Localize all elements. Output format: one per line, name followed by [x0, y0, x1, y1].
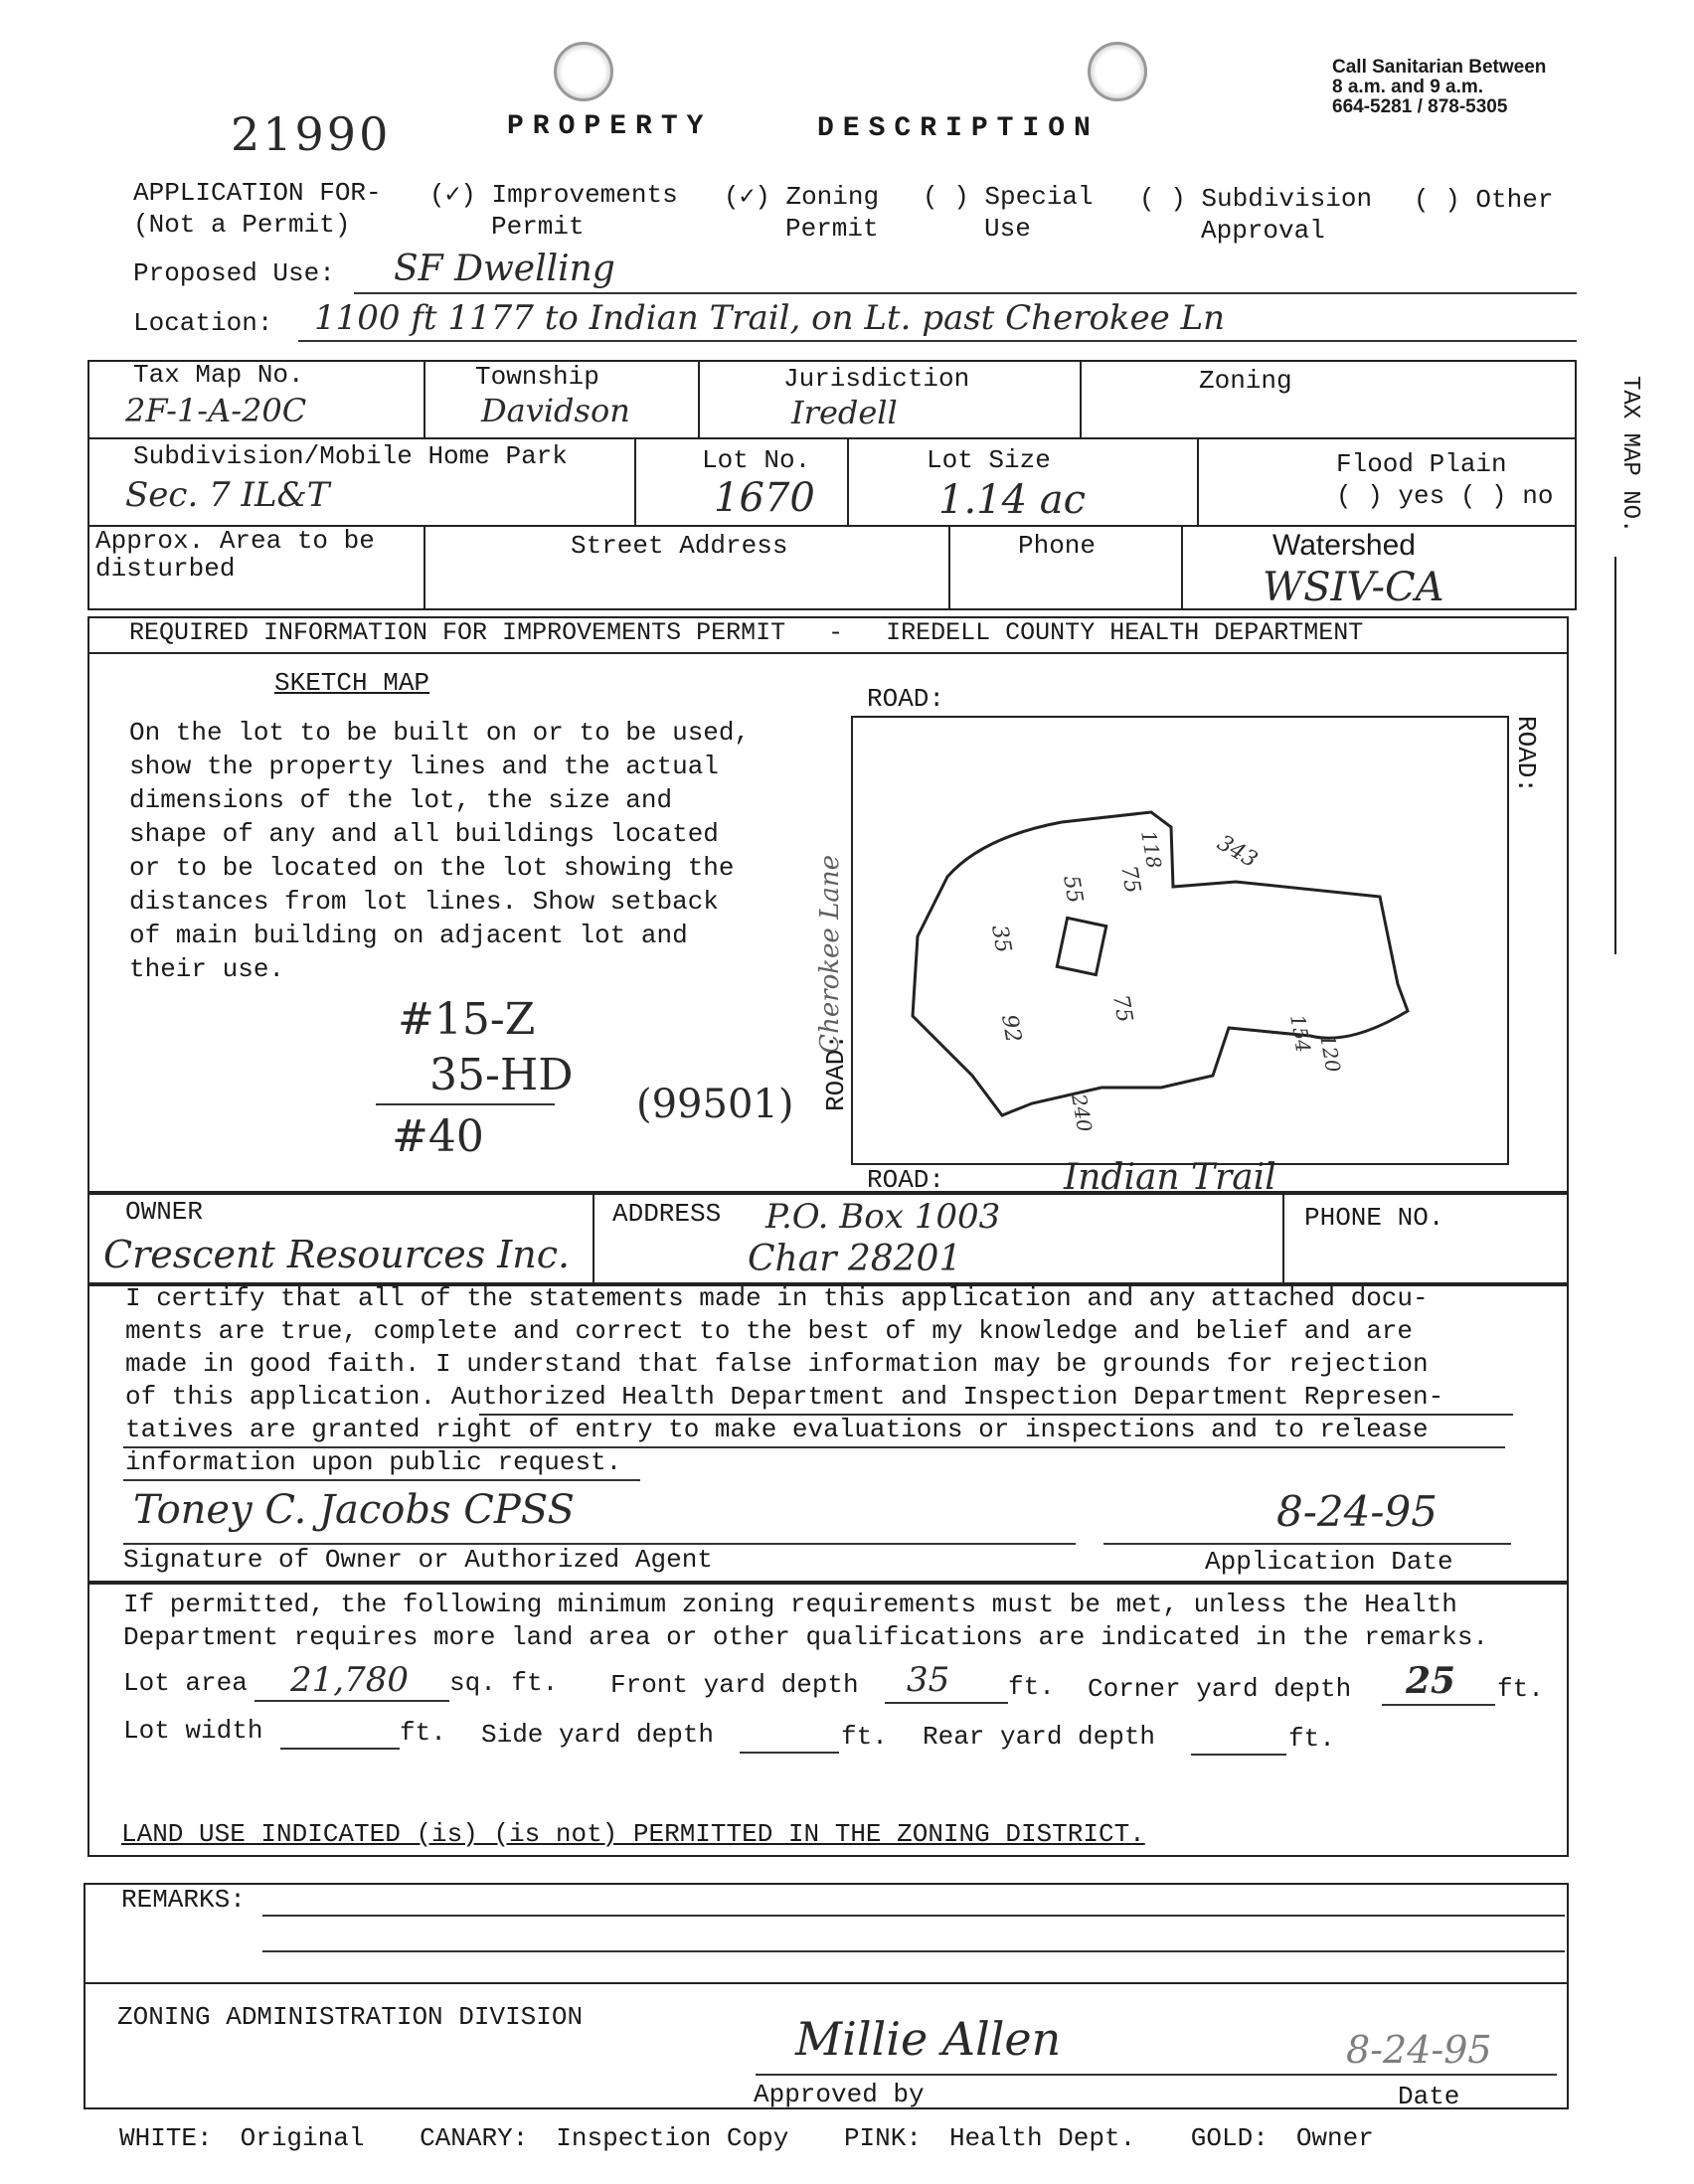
- cert-underline-2: [123, 1446, 1505, 1448]
- document-number: 21990: [231, 107, 392, 161]
- checkbox-mark: ( ): [923, 182, 969, 212]
- front-yard-ft: ft.: [1008, 1672, 1055, 1702]
- side-yard-label: Side yard depth: [481, 1720, 715, 1750]
- approval-date-label: Date: [1398, 2082, 1460, 2111]
- location-value[interactable]: 1100 ft 1177 to Indian Trail, on Lt. past Cherokee Ln: [314, 298, 1226, 338]
- option-label-2: Approval: [1201, 216, 1325, 246]
- side-yard-ft: ft.: [841, 1722, 888, 1752]
- road-bottom-label: ROAD:: [867, 1165, 945, 1195]
- punch-hole-right: [1088, 42, 1147, 101]
- option-label-2: Permit: [785, 214, 879, 244]
- lot-area-value[interactable]: 21,780: [290, 1660, 409, 1700]
- proposed-use-label: Proposed Use:: [133, 258, 335, 288]
- road-right-label: ROAD:: [1511, 716, 1541, 794]
- zoning-req-text: If permitted, the following minimum zoning requirements must be met, unless the Health Department requires more land area or other qualifications are indicated in the remarks.: [123, 1590, 1489, 1652]
- township-value[interactable]: Davidson: [481, 392, 630, 429]
- checkbox-mark: (✓): [724, 182, 770, 212]
- approval-date-value[interactable]: 8-24-95: [1346, 2028, 1492, 2072]
- road-left-label: ROAD:: [821, 1034, 851, 1112]
- application-for-label: APPLICATION FOR- (Not a Permit): [133, 178, 382, 240]
- remarks-line-1: [262, 1915, 1565, 1917]
- option-other[interactable]: [1414, 185, 1553, 215]
- zoning-division-label: ZONING ADMINISTRATION DIVISION: [117, 2002, 584, 2032]
- option-subdivision-approval[interactable]: [1139, 183, 1372, 247]
- rear-yard-label: Rear yard depth: [923, 1722, 1156, 1752]
- tax-map-label: Tax Map No.: [133, 360, 304, 390]
- certification-text: I certify that all of the statements made in this application and any attached docu- ments are true, complete and correct to the best of my knowledge and belief and are made in good faith. I understand that false information may be grounds for rejection of this application. Authorized Health Department and Inspection Department Represen- tatives are granted right of entry to make evaluations or inspections and to release information upon public request.: [125, 1283, 1444, 1477]
- required-info-heading: REQUIRED INFORMATION FOR IMPROVEMENTS PERMIT - IREDELL COUNTY HEALTH DEPARTMENT: [129, 618, 1364, 647]
- front-yard-value[interactable]: 35: [907, 1660, 950, 1700]
- option-improvements-permit[interactable]: [429, 179, 678, 243]
- proposed-use-line: [354, 292, 1577, 294]
- option-label: Zoning: [785, 182, 880, 212]
- punch-hole-left: [554, 42, 613, 101]
- approved-by-value[interactable]: Millie Allen: [795, 2012, 1062, 2066]
- remarks-line-2: [262, 1950, 1565, 1952]
- lot-no-value[interactable]: 1670: [714, 475, 815, 521]
- jurisdiction-value[interactable]: Iredell: [791, 394, 898, 431]
- lot-size-label: Lot Size: [927, 445, 1051, 475]
- location-label: Location:: [133, 308, 273, 338]
- lot-no-label: Lot No.: [702, 445, 811, 475]
- svg-text:75: 75: [1107, 992, 1137, 1025]
- signature-label: Signature of Owner or Authorized Agent: [123, 1545, 713, 1575]
- sketch-instructions: On the lot to be built on or to be used, show the property lines and the actual dimensions of the lot, the size and shape of any and all buildings located or to be located on the lot showing the distances from lot lines. Show setback of main building on adjacent lot and their use.: [129, 718, 751, 984]
- area-disturbed-label: Approx. Area to be disturbed: [95, 526, 375, 584]
- sketch-note-3: #40: [392, 1111, 484, 1162]
- address-line1[interactable]: P.O. Box 1003: [765, 1197, 1001, 1237]
- lot-size-value[interactable]: 1.14 ac: [938, 477, 1087, 523]
- watershed-label: Watershed: [1272, 529, 1416, 562]
- svg-text:55: 55: [1058, 873, 1088, 906]
- svg-text:154: 154: [1285, 1012, 1316, 1055]
- rear-yard-ft: ft.: [1288, 1724, 1335, 1754]
- owner-value[interactable]: Crescent Resources Inc.: [103, 1233, 571, 1276]
- land-use-statement: LAND USE INDICATED (is) (is not) PERMITTED IN THE ZONING DISTRICT.: [121, 1819, 1145, 1849]
- address-line2[interactable]: Char 28201: [748, 1239, 962, 1279]
- checkbox-mark: ( ): [1139, 184, 1186, 214]
- flood-plain-options[interactable]: ( ) yes ( ) no: [1336, 481, 1554, 511]
- checkbox-mark: (✓): [429, 180, 476, 210]
- option-label: Improvements: [491, 180, 678, 210]
- svg-text:240: 240: [1067, 1092, 1098, 1134]
- svg-text:35: 35: [986, 923, 1016, 955]
- tax-map-side-line: [1614, 557, 1616, 954]
- phone-label: Phone: [1018, 531, 1097, 561]
- approved-by-label: Approved by: [754, 2080, 925, 2109]
- dwelling-footprint: [1057, 918, 1106, 974]
- option-label: Other: [1475, 185, 1554, 215]
- signature-value[interactable]: Toney C. Jacobs CPSS: [133, 1487, 575, 1533]
- option-zoning-permit[interactable]: [724, 181, 879, 245]
- option-special-use[interactable]: [923, 181, 1094, 245]
- title-description: DESCRIPTION: [817, 113, 1100, 144]
- svg-text:343: 343: [1213, 830, 1262, 874]
- watershed-value[interactable]: WSIV-CA: [1263, 565, 1444, 610]
- cert-underline-1: [479, 1414, 1513, 1416]
- tax-map-value[interactable]: 2F-1-A-20C: [125, 392, 307, 429]
- sketch-note-divider: [376, 1103, 555, 1105]
- road-left-value: Cherokee Lane: [815, 855, 845, 1054]
- jurisdiction-label: Jurisdiction: [783, 364, 970, 394]
- corner-yard-value[interactable]: 25: [1406, 1660, 1456, 1702]
- application-date-value[interactable]: 8-24-95: [1276, 1487, 1438, 1536]
- front-yard-label: Front yard depth: [610, 1670, 859, 1700]
- svg-text:92: 92: [996, 1012, 1026, 1045]
- lot-width-ft: ft.: [400, 1718, 446, 1748]
- flood-plain-label: Flood Plain: [1336, 449, 1507, 479]
- sqft-label: sq. ft.: [449, 1668, 559, 1698]
- call-sanitarian-note: Call Sanitarian Between 8 a.m. and 9 a.m. 664-5281 / 878-5305: [1332, 57, 1547, 117]
- proposed-use-value[interactable]: SF Dwelling: [394, 249, 615, 289]
- owner-label: OWNER: [125, 1197, 204, 1227]
- checkbox-mark: ( ): [1414, 185, 1460, 215]
- remarks-label: REMARKS:: [121, 1885, 246, 1915]
- option-label: Special: [984, 182, 1094, 212]
- title-property: PROPERTY: [507, 111, 713, 142]
- zoning-label: Zoning: [1199, 366, 1292, 396]
- lot-sketch: [853, 718, 1507, 1163]
- address-label: ADDRESS: [612, 1199, 722, 1229]
- copy-distribution-footer: WHITE: Original CANARY: Inspection Copy PINK: Health Dept. GOLD: Owner: [119, 2123, 1374, 2153]
- subdivision-label: Subdivision/Mobile Home Park: [133, 441, 568, 471]
- sketch-note-1: #15-Z: [398, 994, 536, 1045]
- option-label-2: Use: [984, 214, 1031, 244]
- corner-yard-label: Corner yard depth: [1088, 1674, 1352, 1704]
- street-address-label: Street Address: [571, 531, 788, 561]
- corner-yard-ft: ft.: [1497, 1674, 1544, 1704]
- tax-map-side-label: TAX MAP NO.: [1616, 376, 1643, 534]
- location-line: [298, 340, 1577, 342]
- svg-text:75: 75: [1115, 863, 1145, 896]
- road-bottom-value: Indian Trail: [1064, 1157, 1276, 1198]
- cert-underline-3: [123, 1479, 640, 1481]
- svg-text:118: 118: [1136, 828, 1167, 871]
- sketch-map-area[interactable]: [851, 716, 1509, 1165]
- phone-no-label: PHONE NO.: [1304, 1203, 1444, 1233]
- option-label: Subdivision: [1201, 184, 1373, 214]
- option-label-2: Permit: [491, 212, 585, 242]
- township-label: Township: [475, 362, 599, 392]
- road-top-label: ROAD:: [867, 684, 945, 714]
- subdivision-value[interactable]: Sec. 7 IL&T: [125, 475, 330, 515]
- date-line: [1103, 1543, 1511, 1545]
- lot-area-label: Lot area: [123, 1668, 248, 1698]
- lot-width-label: Lot width: [123, 1716, 263, 1746]
- approved-by-line: [756, 2074, 1557, 2076]
- application-date-label: Application Date: [1205, 1547, 1453, 1577]
- sketch-note-4: (99501): [636, 1082, 794, 1127]
- sketch-map-heading: SKETCH MAP: [274, 668, 430, 698]
- sketch-note-2: 35-HD: [429, 1050, 574, 1100]
- svg-text:120: 120: [1315, 1032, 1346, 1075]
